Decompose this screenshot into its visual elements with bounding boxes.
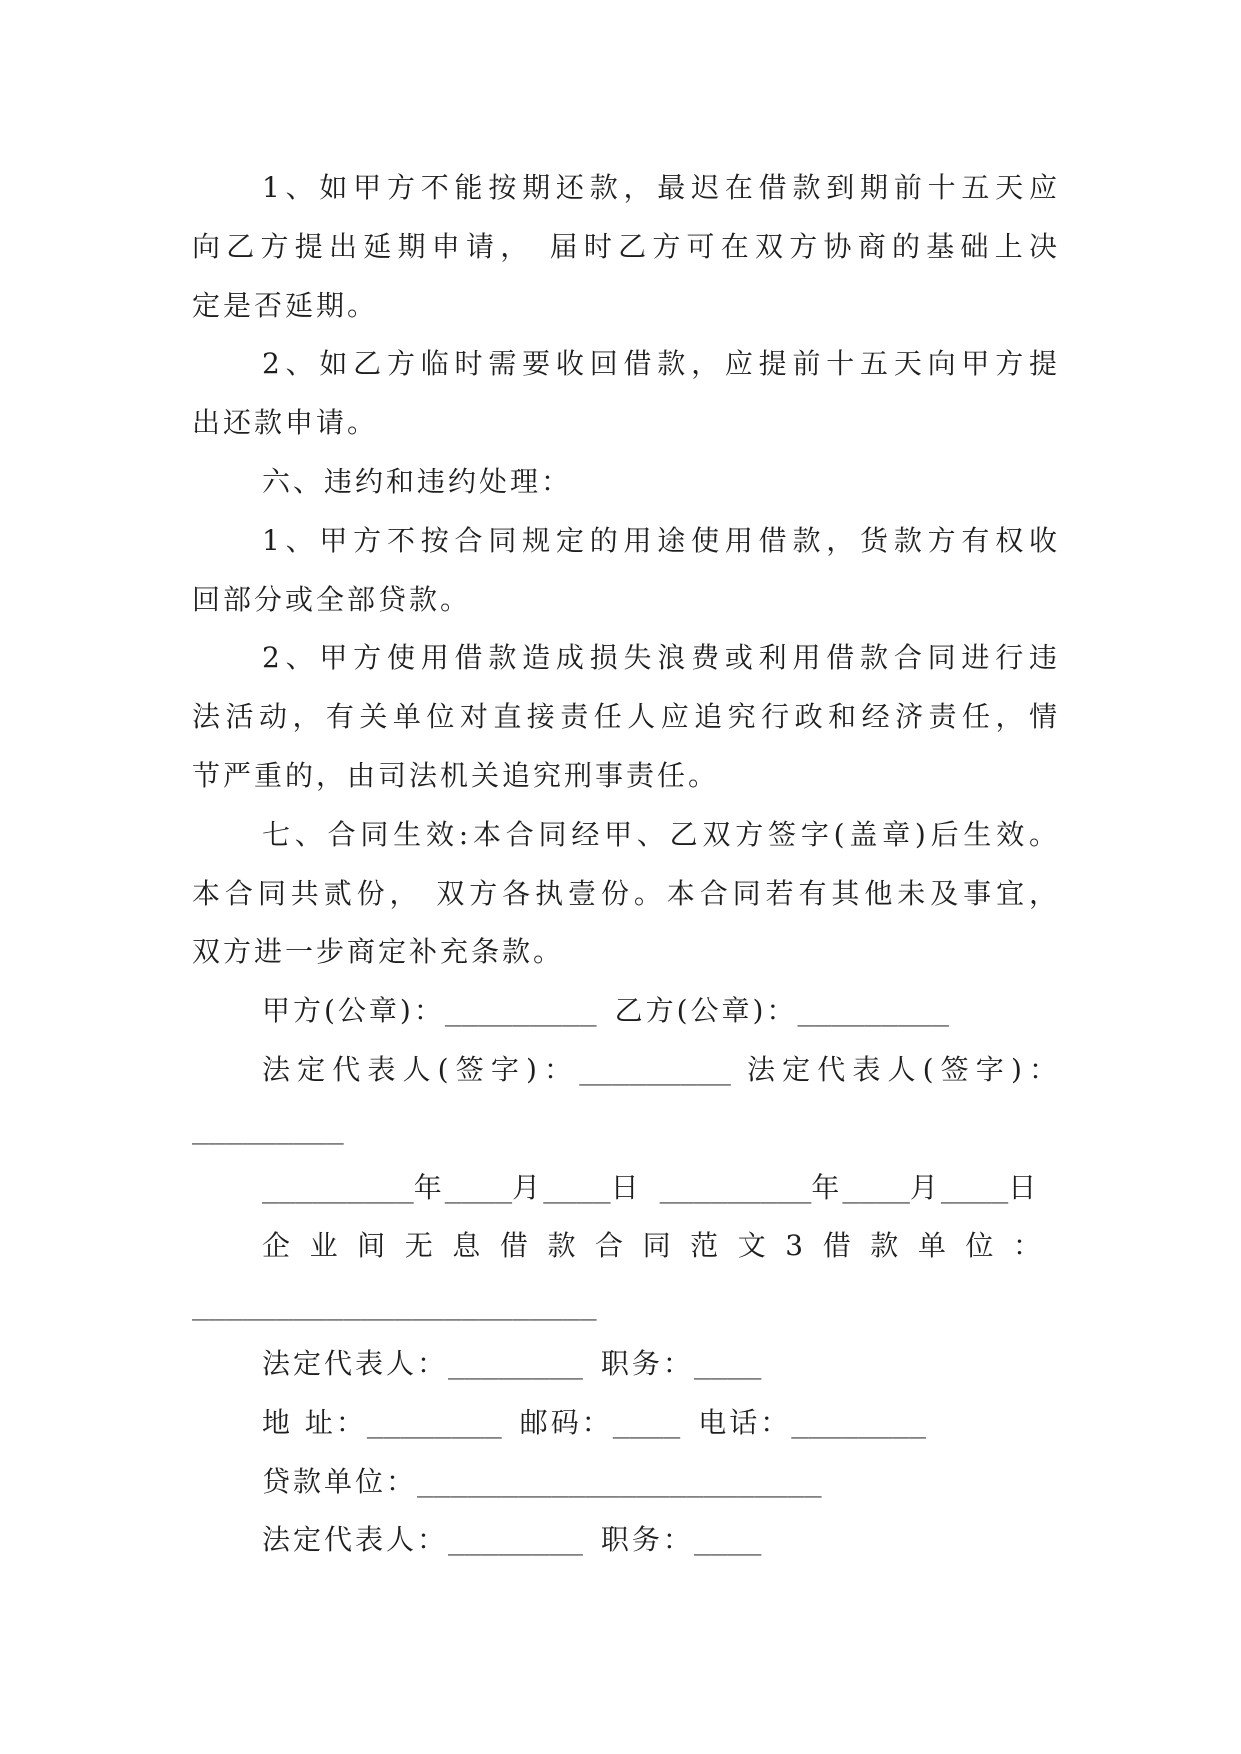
date-a-year-label: 年 <box>413 1170 445 1204</box>
date-a-month-blank: ____ <box>444 1170 513 1204</box>
date-b-day-label: 日 <box>1008 1170 1040 1204</box>
date-line <box>192 1159 1060 1218</box>
address-label: 地 址： <box>262 1405 367 1439</box>
party-b-rep-label: 法定代表人(签字)： <box>746 1052 1060 1086</box>
date-a-month-label: 月 <box>512 1170 544 1204</box>
party-a-rep-label: 法定代表人(签字)： <box>262 1052 580 1086</box>
lender-title-label: 职务： <box>600 1523 694 1557</box>
borrower-blank: ________________________ <box>192 1288 597 1322</box>
clause-breach-2-line-2: 法活动，有关单位对直接责任人应追究行政和经济责任，情 <box>192 700 1060 734</box>
phone-blank: ________ <box>791 1405 927 1439</box>
template-3-heading: 企业间无息借款合同范文3借款单位： <box>262 1229 1060 1263</box>
lender-label: 贷款单位： <box>262 1464 418 1498</box>
clause-breach-2-line-3: 节严重的，由司法机关追究刑事责任。 <box>192 758 720 792</box>
lender-title-blank: ____ <box>693 1523 762 1557</box>
date-b-month-blank: ____ <box>842 1170 910 1204</box>
clause-extension-line-3: 定是否延期。 <box>192 288 379 322</box>
lender-line <box>192 1453 1060 1512</box>
clause-effect-line-1: 七、合同生效:本合同经甲、乙双方签字(盖章)后生效。 <box>262 817 1060 851</box>
date-b-day-blank: ____ <box>940 1170 1009 1204</box>
clause-effect-line-2: 本合同共贰份， 双方各执壹份。本合同若有其他未及事宜， <box>192 876 1060 910</box>
clause-effect-line-3: 双方进一步商定补充条款。 <box>192 935 565 969</box>
lender-rep-blank: ________ <box>448 1523 583 1557</box>
seal-line <box>192 982 1060 1041</box>
borrower-rep-blank: ________ <box>448 1346 583 1380</box>
lender-blank: ________________________ <box>417 1464 822 1498</box>
party-b-rep-blank: _________ <box>192 1111 344 1145</box>
lender-rep-line <box>192 1511 1060 1570</box>
clause-extension-line-1: 1、如甲方不能按期还款，最迟在借款到期前十五天应 <box>262 171 1060 204</box>
clause-breach-1-line-2: 回部分或全部贷款。 <box>192 582 472 616</box>
postcode-blank: ____ <box>612 1405 681 1439</box>
borrower-rep-line <box>192 1335 1060 1394</box>
clause-extension-line-2: 向乙方提出延期申请， 届时乙方可在双方协商的基础上决 <box>192 229 1060 263</box>
party-a-rep-blank: _________ <box>579 1052 731 1086</box>
address-blank: ________ <box>366 1405 502 1439</box>
clause-recall-line-2: 出还款申请。 <box>192 406 379 440</box>
party-b-rep-blank-line <box>192 1100 1060 1159</box>
phone-label: 电话： <box>698 1405 792 1439</box>
party-a-seal-blank: _________ <box>444 994 597 1028</box>
borrower-title-label: 职务： <box>600 1346 694 1380</box>
date-a-day-blank: ____ <box>543 1170 611 1204</box>
date-a-year-blank: _________ <box>262 1170 414 1204</box>
postcode-label: 邮码： <box>519 1405 613 1439</box>
borrower-blank-line <box>192 1276 1060 1335</box>
party-b-seal-blank: _________ <box>797 994 950 1028</box>
party-b-seal-label: 乙方(公章)： <box>614 994 798 1028</box>
clause-breach-1-line-1: 1、甲方不按合同规定的用途使用借款，货款方有权收 <box>262 523 1060 557</box>
lender-rep-label: 法定代表人： <box>262 1523 449 1557</box>
party-a-seal-label: 甲方(公章)： <box>262 994 445 1028</box>
document-body <box>192 159 1060 1570</box>
section-breach-heading: 六、违约和违约处理： <box>262 464 573 498</box>
borrower-title-blank: ____ <box>693 1346 762 1380</box>
borrower-rep-label: 法定代表人： <box>262 1346 449 1380</box>
date-b-year-blank: _________ <box>659 1170 812 1204</box>
representative-line <box>192 1041 1060 1100</box>
date-a-day-label: 日 <box>610 1170 642 1204</box>
date-b-month-label: 月 <box>909 1170 941 1204</box>
clause-breach-2-line-1: 2、甲方使用借款造成损失浪费或利用借款合同进行违 <box>262 641 1060 675</box>
date-b-year-label: 年 <box>811 1170 843 1204</box>
clause-recall-line-1: 2、如乙方临时需要收回借款，应提前十五天向甲方提 <box>262 347 1060 381</box>
contact-line <box>192 1394 1060 1453</box>
